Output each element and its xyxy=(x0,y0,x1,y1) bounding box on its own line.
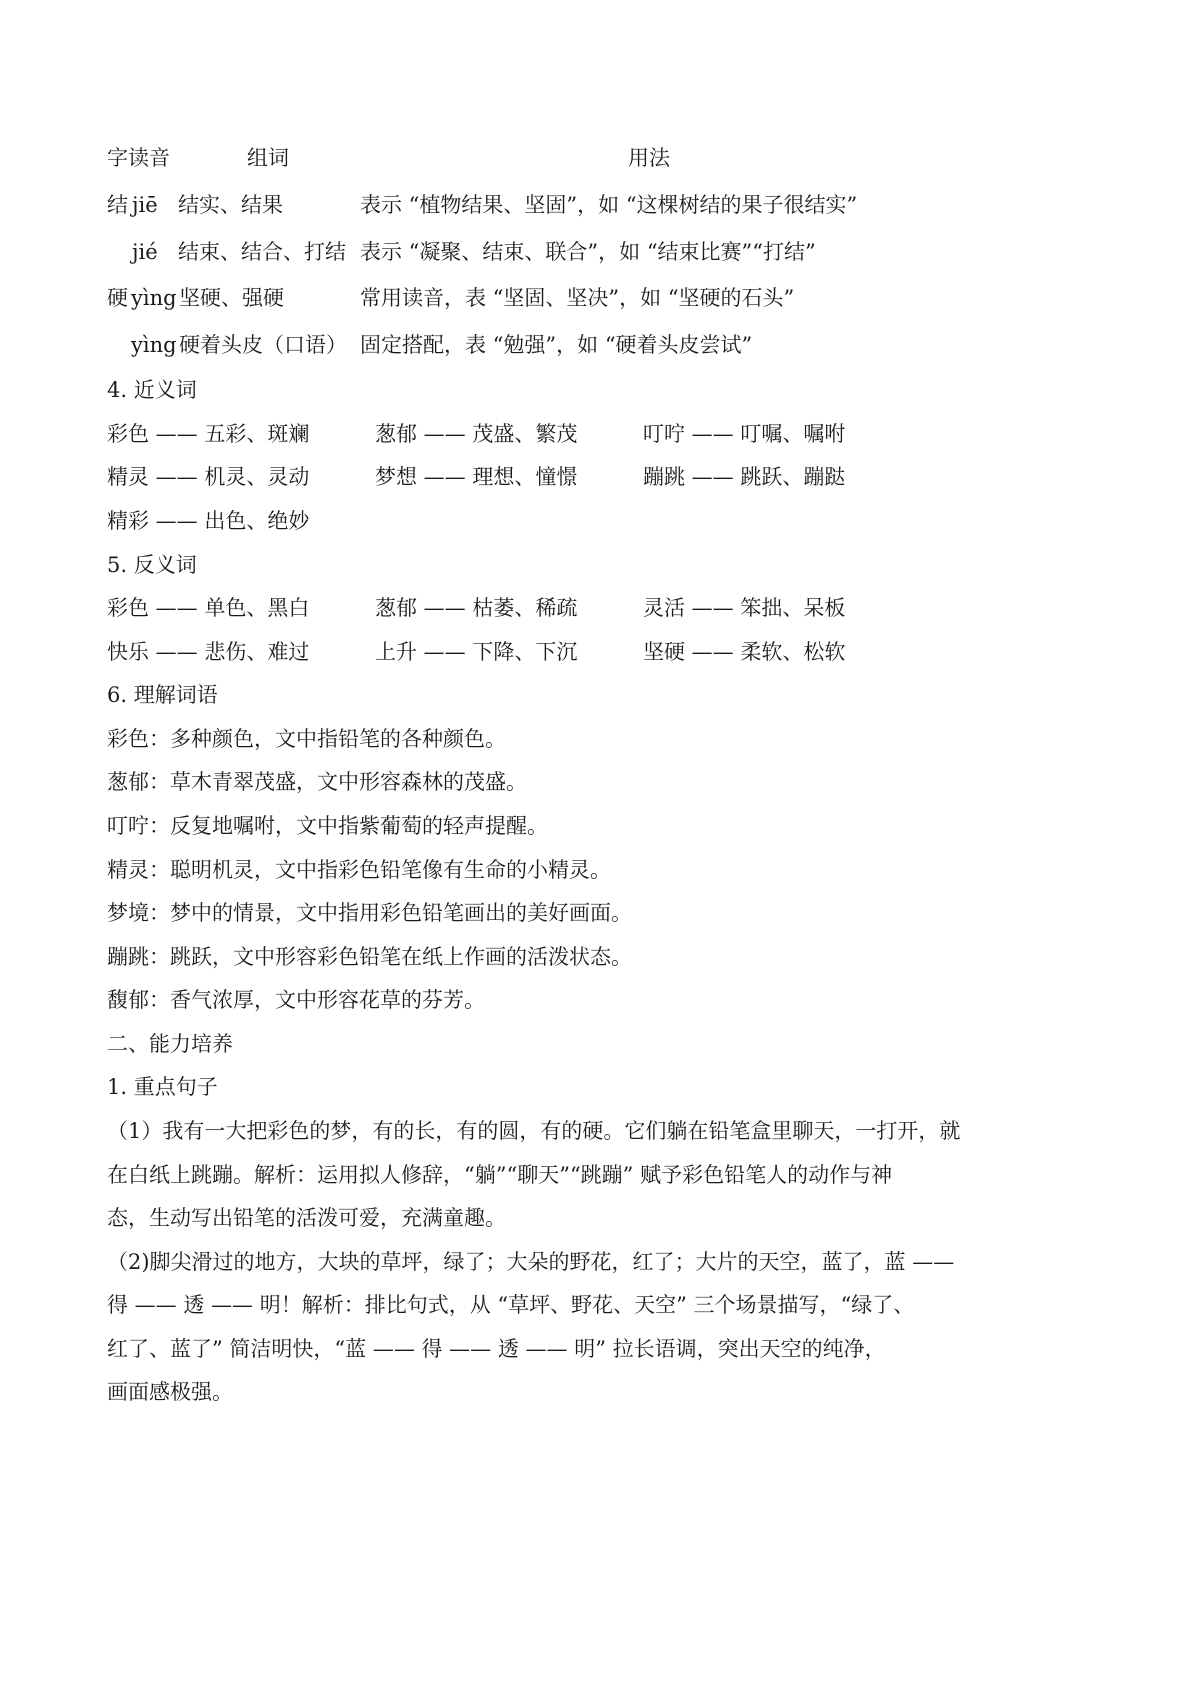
row2-words: 结束、结合、打结 xyxy=(178,240,346,264)
understanding-item: 梦境：梦中的情景，文中指用彩色铅笔画出的美好画面。 xyxy=(107,901,632,925)
row3-pinyin: yìng xyxy=(131,286,177,310)
row4-pinyin: yìng xyxy=(131,333,177,357)
antonym-item: 灵活 —— 笨拙、呆板 xyxy=(643,596,846,620)
synonym-item: 蹦跳 —— 跳跃、蹦跶 xyxy=(643,465,846,489)
header-usage: 用法 xyxy=(628,146,670,170)
understanding-item: 馥郁：香气浓厚，文中形容花草的芬芳。 xyxy=(107,988,485,1012)
understanding-item: 葱郁：草木青翠茂盛，文中形容森林的茂盛。 xyxy=(107,770,527,794)
row2-pinyin: jié xyxy=(132,240,158,264)
row2-usage: 表示 “凝聚、结束、联合”，如 “结束比赛”“打结” xyxy=(360,240,816,264)
understanding-item: 叮咛：反复地嘱咐，文中指紫葡萄的轻声提醒。 xyxy=(107,814,548,838)
header-char-reading: 字读音 xyxy=(107,146,170,170)
antonym-item: 上升 —— 下降、下沉 xyxy=(375,640,578,664)
understanding-item: 彩色：多种颜色，文中指铅笔的各种颜色。 xyxy=(107,727,506,751)
paragraph-line: 红了、蓝了” 简洁明快，“蓝 —— 得 —— 透 —— 明” 拉长语调，突出天空的纯净， xyxy=(107,1337,886,1361)
synonym-item: 叮咛 —— 叮嘱、嘱咐 xyxy=(643,422,846,446)
synonym-item: 梦想 —— 理想、憧憬 xyxy=(375,465,578,489)
row3-usage: 常用读音，表 “坚固、坚决”，如 “坚硬的石头” xyxy=(360,286,795,310)
row4-words: 硬着头皮（口语） xyxy=(179,333,347,357)
synonym-item: 葱郁 —— 茂盛、繁茂 xyxy=(375,422,578,446)
subsection-title: 1. 重点句子 xyxy=(107,1075,218,1099)
antonym-item: 坚硬 —— 柔软、松软 xyxy=(643,640,846,664)
row1-words: 结实、结果 xyxy=(178,193,283,217)
understanding-title: 6. 理解词语 xyxy=(107,683,218,707)
antonym-item: 快乐 —— 悲伤、难过 xyxy=(107,640,310,664)
synonym-item: 精灵 —— 机灵、灵动 xyxy=(107,465,310,489)
paragraph-line: 在白纸上跳蹦。解析：运用拟人修辞，“躺”“聊天”“跳蹦” 赋予彩色铅笔人的动作与神 xyxy=(107,1163,893,1187)
row3-char: 硬 xyxy=(107,286,128,310)
section-title: 二、能力培养 xyxy=(107,1032,233,1056)
row1-usage: 表示 “植物结果、坚固”，如 “这棵树结的果子很结实” xyxy=(360,193,858,217)
row1-char: 结 xyxy=(107,193,128,217)
synonym-item: 彩色 —— 五彩、斑斓 xyxy=(107,422,310,446)
synonym-item: 精彩 —— 出色、绝妙 xyxy=(107,509,310,533)
understanding-item: 蹦跳：跳跃，文中形容彩色铅笔在纸上作画的活泼状态。 xyxy=(107,945,632,969)
synonyms-title: 4. 近义词 xyxy=(107,378,197,402)
antonym-item: 彩色 —— 单色、黑白 xyxy=(107,596,310,620)
antonym-item: 葱郁 —— 枯萎、稀疏 xyxy=(375,596,578,620)
antonyms-title: 5. 反义词 xyxy=(107,553,197,577)
paragraph-line: 态，生动写出铅笔的活泼可爱，充满童趣。 xyxy=(107,1206,506,1230)
header-words: 组词 xyxy=(247,146,289,170)
row3-words: 坚硬、强硬 xyxy=(179,286,284,310)
paragraph-line: （2)脚尖滑过的地方，大块的草坪，绿了；大朵的野花，红了；大片的天空，蓝了，蓝 —— xyxy=(107,1250,955,1274)
paragraph-line: 画面感极强。 xyxy=(107,1380,233,1404)
paragraph-line: （1）我有一大把彩色的梦，有的长，有的圆，有的硬。它们躺在铅笔盒里聊天，一打开，就 xyxy=(107,1119,961,1143)
row1-pinyin: jiē xyxy=(132,193,158,217)
understanding-item: 精灵：聪明机灵，文中指彩色铅笔像有生命的小精灵。 xyxy=(107,858,611,882)
row4-usage: 固定搭配，表 “勉强”，如 “硬着头皮尝试” xyxy=(360,333,753,357)
paragraph-line: 得 —— 透 —— 明！解析：排比句式，从 “草坪、野花、天空” 三个场景描写，“绿了、 xyxy=(107,1293,915,1317)
